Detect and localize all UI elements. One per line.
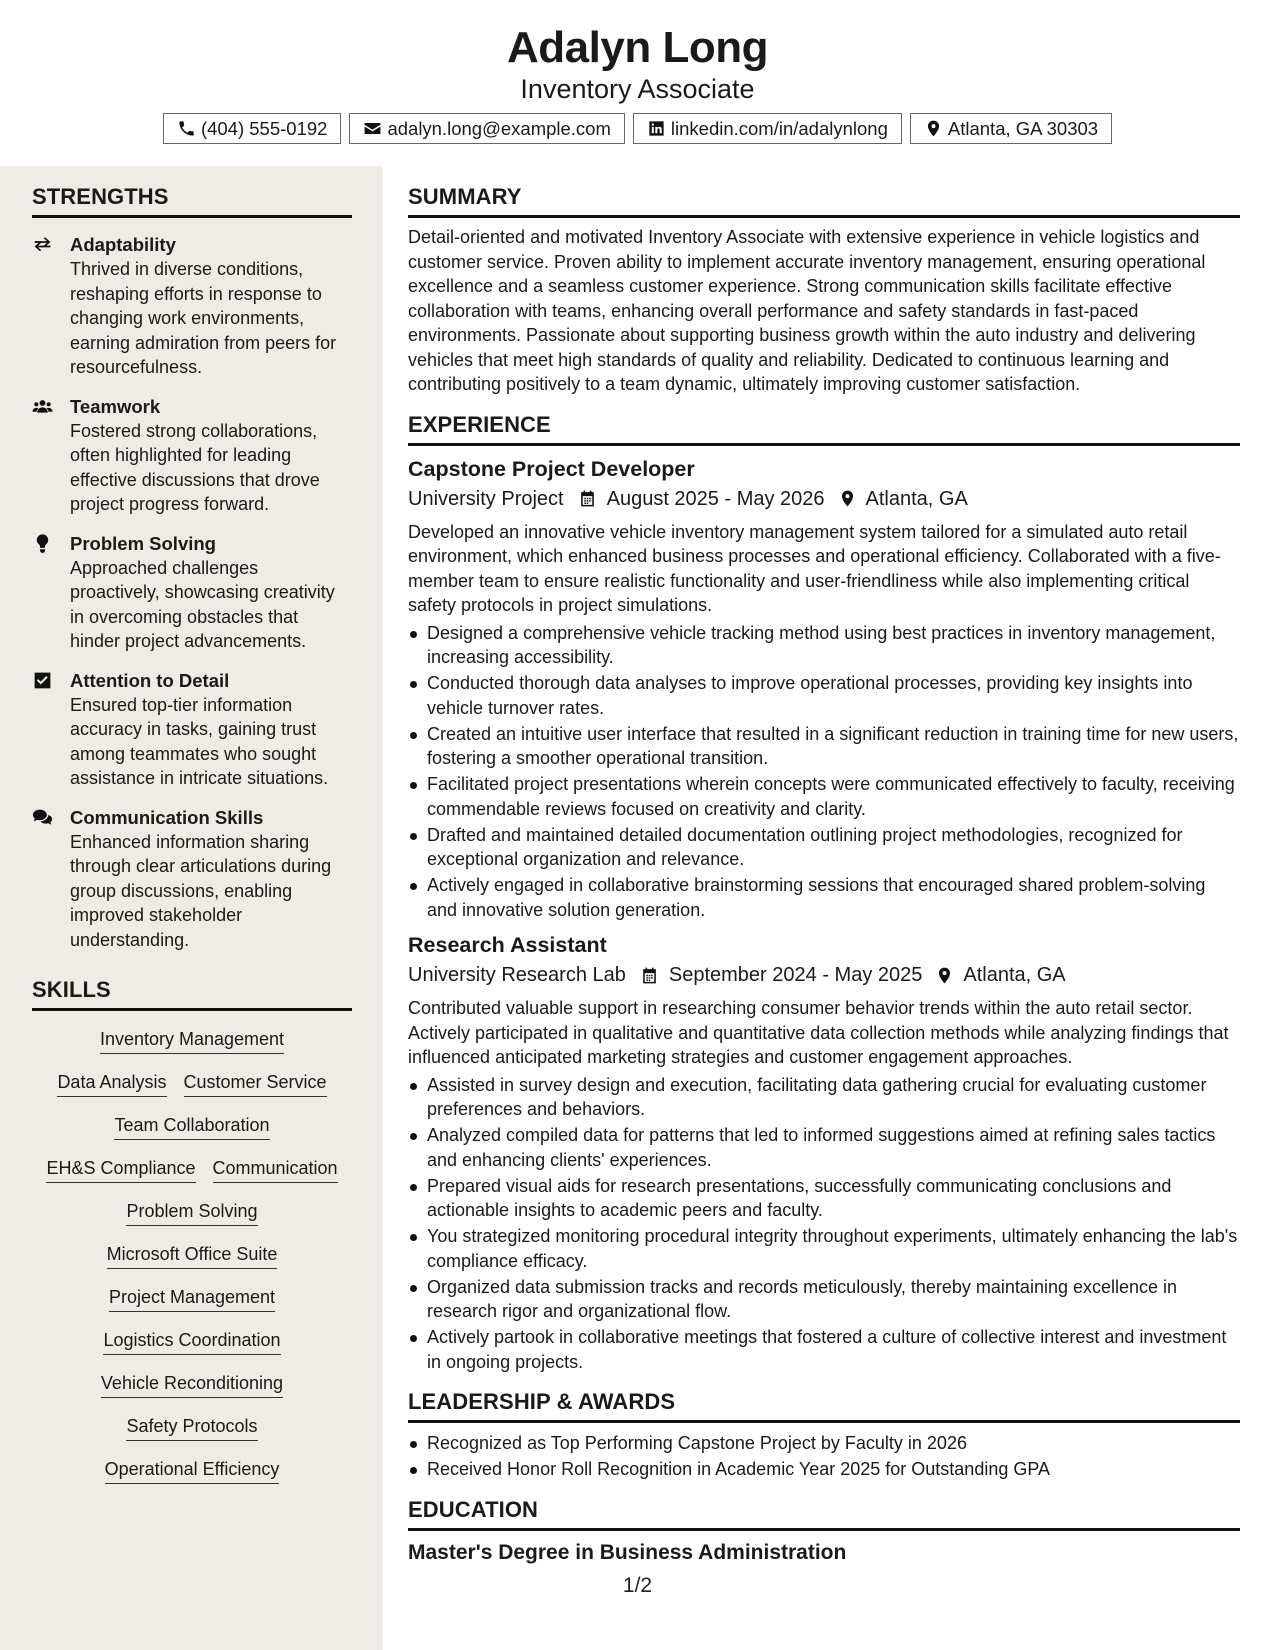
- skill-tag: Communication: [213, 1156, 338, 1183]
- list-item: Prepared visual aids for research presentations, successfully communicating conclusions and actionable insights to academic peers and faculty.: [408, 1174, 1240, 1223]
- map-pin-icon: [935, 966, 954, 985]
- strength-item: [32, 805, 352, 953]
- strength-description: Thrived in diverse conditions, reshaping efforts in response to changing work environments, earning admiration from peers for resourcefulness.: [70, 259, 337, 377]
- skill-tag: Problem Solving: [126, 1199, 257, 1226]
- page-number: 1/2: [622, 1574, 653, 1597]
- list-item: Actively partook in collaborative meetings that fostered a culture of collective interest and investment in ongoing projects.: [408, 1325, 1240, 1374]
- contact-bar: [0, 113, 1275, 144]
- contact-email-text: adalyn.long@example.com: [387, 118, 611, 139]
- list-item: Recognized as Top Performing Capstone Project by Faculty in 2026: [408, 1431, 1240, 1456]
- contact-phone-text: (404) 555-0192: [200, 118, 328, 139]
- strength-item: [32, 394, 352, 517]
- comments-icon: [32, 807, 53, 828]
- list-item: Received Honor Roll Recognition in Academic Year 2025 for Outstanding GPA: [408, 1457, 1240, 1482]
- job-bullets: [408, 1073, 1240, 1375]
- calendar-icon: [640, 966, 659, 985]
- job-meta: [408, 961, 1240, 989]
- job-entry: [408, 455, 1240, 923]
- skill-tag: Data Analysis: [57, 1070, 166, 1097]
- strength-description: Enhanced information sharing through clear articulations during group discussions, enabling improved stakeholder understanding.: [70, 831, 332, 950]
- job-dates: August 2025 - May 2026: [606, 487, 825, 510]
- leadership-heading: LEADERSHIP & AWARDS: [408, 1388, 1240, 1423]
- envelope-icon: [363, 119, 382, 138]
- job-location: Atlanta, GA: [865, 487, 968, 510]
- phone-icon: [177, 119, 196, 138]
- list-item: Designed a comprehensive vehicle tracking method using best practices in inventory management, increasing accessibility.: [408, 621, 1240, 670]
- strength-description: Approached challenges proactively, showcasing creativity in overcoming obstacles that hinder project advancements.: [70, 557, 335, 651]
- checkbox-icon: [32, 670, 53, 691]
- arrows-swap-icon: [32, 234, 53, 255]
- contact-location-text: Atlanta, GA 30303: [947, 118, 1099, 139]
- calendar-icon: [578, 489, 597, 508]
- list-item: Created an intuitive user interface that resulted in a significant reduction in training time for new users, fostering a smoother operational transition.: [408, 722, 1240, 771]
- job-meta: [408, 485, 1240, 513]
- main-column: [408, 166, 1240, 1606]
- education-heading: EDUCATION: [408, 1496, 1240, 1531]
- candidate-name: Adalyn Long: [507, 23, 768, 72]
- leadership-list: [408, 1431, 1240, 1482]
- list-item: Organized data submission tracks and records meticulously, thereby maintaining excellence in research rigor and organizational flow.: [408, 1275, 1240, 1324]
- job-description: Contributed valuable support in researching consumer behavior trends within the auto retail sector. Actively participated in qualitative and quantitative data collection methods while analyzing findings that influenced anticipated marketing strategies and customer engagement approaches.: [408, 998, 1229, 1067]
- list-item: Facilitated project presentations wherein concepts were communicated effectively to faculty, receiving commendable reviews focused on creativity and clarity.: [408, 772, 1240, 821]
- strength-title: Teamwork: [70, 395, 161, 417]
- job-title: Capstone Project Developer: [408, 456, 695, 481]
- job-organization: University Project: [408, 487, 564, 510]
- candidate-role: Inventory Associate: [520, 74, 755, 104]
- strength-title: Adaptability: [70, 234, 176, 255]
- job-organization: University Research Lab: [408, 964, 626, 986]
- skill-tag: Project Management: [109, 1285, 275, 1312]
- contact-email[interactable]: [349, 113, 624, 144]
- skill-tag: Customer Service: [184, 1070, 327, 1097]
- skill-tag: EH&S Compliance: [46, 1156, 195, 1183]
- resume-header: [0, 0, 1275, 166]
- job-description: Developed an innovative vehicle inventory management system tailored for a simulated auto retail environment, which enhanced business processes and operational efficiency. Collaborated with a five-member team to ensure realistic functionality and user-friendliness while also implementing critical safety protocols in project simulations.: [408, 521, 1221, 615]
- job-location: Atlanta, GA: [963, 964, 1066, 986]
- education-degree: Master's Degree in Business Administration: [408, 1540, 847, 1564]
- skills-list: [32, 1027, 352, 1484]
- strength-description: Ensured top-tier information accuracy in tasks, gaining trust among teammates who sought assistance in intricate situations.: [70, 694, 329, 788]
- job-title: Research Assistant: [408, 933, 607, 957]
- contact-linkedin[interactable]: [633, 113, 902, 144]
- strength-item: [32, 668, 352, 791]
- skill-tag: Vehicle Reconditioning: [101, 1371, 283, 1398]
- list-item: Analyzed compiled data for patterns that led to informed suggestions aimed at refining sales tactics and enhancing clients' experiences.: [408, 1123, 1240, 1172]
- list-item: Conducted thorough data analyses to improve operational processes, providing key insights into vehicle turnover rates.: [408, 671, 1240, 720]
- job-dates: September 2024 - May 2025: [668, 964, 923, 986]
- lightbulb-icon: [32, 533, 53, 554]
- strength-title: Attention to Detail: [70, 669, 230, 691]
- strength-description: Fostered strong collaborations, often highlighted for leading effective discussions that drove project progress forward.: [70, 420, 320, 514]
- list-item: You strategized monitoring procedural integrity throughout experiments, ultimately enhancing the lab's compliance efficacy.: [408, 1224, 1240, 1273]
- skill-tag: Team Collaboration: [114, 1113, 269, 1140]
- strength-title: Problem Solving: [70, 532, 216, 554]
- users-icon: [32, 396, 53, 417]
- job-bullets: [408, 621, 1240, 923]
- summary-text: Detail-oriented and motivated Inventory Associate with extensive experience in vehicle logistics and customer service. Proven ability to implement accurate inventory management, ensuring operational excellence and a seamless customer experience. Strong communication skills facilitate effective collaboration with teams, enhancing overall performance and safety standards in fast-paced environments. Passionate about supporting business growth within the auto industry and delivering vehicles that meet high standards of quality and reliability. Dedicated to continuous learning and contributing positively to a team dynamic, ultimately improving customer satisfaction.: [408, 227, 1206, 394]
- strength-title: Communication Skills: [70, 806, 264, 828]
- skills-heading: SKILLS: [32, 976, 352, 1011]
- contact-linkedin-text: linkedin.com/in/adalynlong: [670, 118, 888, 139]
- contact-phone[interactable]: [163, 113, 342, 144]
- linkedin-icon: [647, 119, 666, 138]
- skill-tag: Operational Efficiency: [105, 1457, 280, 1484]
- skill-tag: Logistics Coordination: [103, 1328, 280, 1355]
- summary-heading: SUMMARY: [408, 183, 1240, 218]
- strength-item: [32, 232, 352, 380]
- map-pin-icon: [838, 489, 857, 508]
- contact-location[interactable]: [910, 113, 1112, 144]
- strengths-heading: STRENGTHS: [32, 183, 352, 218]
- list-item: Assisted in survey design and execution, facilitating data gathering crucial for evaluating customer preferences and behaviors.: [408, 1073, 1240, 1122]
- map-pin-icon: [924, 119, 943, 138]
- experience-heading: EXPERIENCE: [408, 411, 1240, 446]
- list-item: Actively engaged in collaborative brainstorming sessions that encouraged shared problem-solving and innovative solution generation.: [408, 873, 1240, 922]
- skill-tag: Safety Protocols: [126, 1414, 257, 1441]
- skill-tag: Microsoft Office Suite: [107, 1242, 278, 1269]
- list-item: Drafted and maintained detailed documentation outlining project methodologies, recognized for exceptional organization and relevance.: [408, 823, 1240, 872]
- skill-tag: Inventory Management: [100, 1027, 284, 1054]
- strength-item: [32, 531, 352, 654]
- job-entry: [408, 931, 1240, 1374]
- sidebar: [0, 166, 383, 1650]
